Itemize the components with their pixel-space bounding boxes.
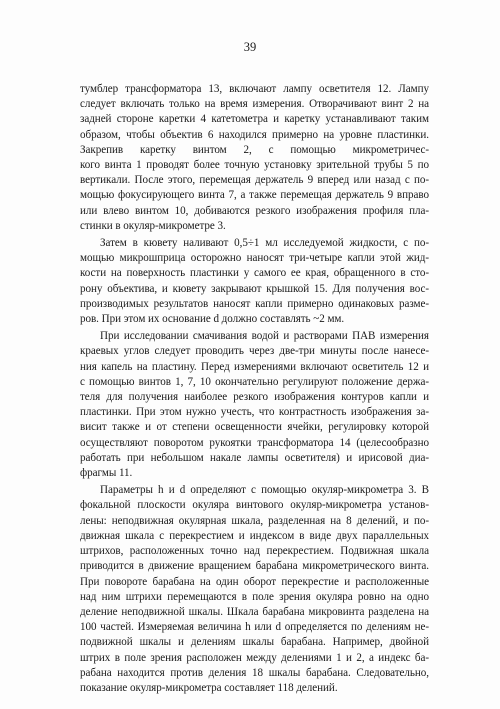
text-line: тумблер трансформатора 13, включают лампу осветителя 12. Лампу [80,83,429,95]
text-line: лены: неподвижная окулярная шкала, разделенная на 8 делений, и по- [80,514,429,527]
text-line: штрихов, расположенных точно над перекрестием. Подвижная шкала [80,545,429,558]
text-line: приводится в движение вращением барабана микрометрического винта. [80,560,429,573]
paragraph [80,82,429,234]
text-line: 100 частей. Измеряемая величина h или d определяется по делениям не- [80,621,429,634]
text-line: задней стороне каретки 4 катетометра и каретку устанавливают таким [80,113,429,126]
text-line: При исследовании смачивания водой и растворами ПАВ измерения [100,330,429,343]
text-line: работать при небольшом накале лампы осветителя) и ирисовой диа- [80,451,429,464]
text-line: осуществляют поворотом рукоятки трансформатора 14 (целесообразно [80,436,429,449]
text-line: Закрепив каретку винтом 2, с помощью микрометричес- [80,143,429,156]
text-line: ров. При этом их основание d должно составлять ~2 мм. [80,313,345,326]
text-line: фрагмы 11. [80,467,133,480]
text-line: краевых углов следует проводить через две-три минуты после нанесе- [80,345,429,358]
text-line: или влево винтом 10, добиваются резкого изображения профиля пла- [80,204,429,217]
text-line: показание окуляр-микрометра составляет 118 делений. [80,681,338,694]
text-line: подвижной шкалы и делениям шкалы барабана. Например, двойной [80,636,429,649]
text-line: кости на поверхность пластинки у самого ее края, обращенного в сто- [80,267,429,280]
text-line: движная шкала с перекрестием и индексом в виде двух параллельных [80,529,429,542]
text-line: образом, чтобы объектив 6 находился примерно на уровне пластинки. [80,128,429,141]
text-line: висит также и от степени освещенности ячейки, регулировку которой [80,421,429,434]
text-line: рабана находится против деления 18 шкалы барабана. Следовательно, [80,666,429,679]
text-line: штрих в поле зрения расположен между делениями 1 и 2, а индекс ба- [80,651,429,664]
text-line: фокальной плоскости окуляра винтового окуляр-микрометра установ- [80,499,429,512]
text-line: мощью фокусирующего винта 7, а также перемещая держатель 9 вправо [80,189,429,202]
text-line: мощью микрошприца осторожно наносят три-четыре капли этой жид- [80,252,429,265]
page-number: 39 [243,40,257,54]
text-line: Затем в кювету наливают 0,5÷1 мл исследуемой жидкости, с по- [100,237,429,250]
text-line: Параметры h и d определяют с помощью окуляр-микрометра 3. В [100,484,429,497]
text-line: пластинки. При этом нужно учесть, что контрастность изображения за- [80,406,429,419]
paragraph [80,483,429,696]
text-line: стинки в окуляр-микрометре 3. [80,219,226,232]
text-line: вертикали. После этого, перемещая держатель 9 вперед или назад с по- [80,174,429,187]
text-line: ния капель на пластину. Перед измерениями включают осветитель 12 и [80,360,429,373]
text-line: производимых результатов наносят капли примерно одинаковых разме- [80,297,429,310]
body-text [80,82,429,696]
paragraph [80,236,429,327]
text-line: деление неподвижной шкалы. Шкала барабана микровинта разделена на [80,605,429,618]
text-line: теля для получения наиболее резкого изображения контуров капли и [80,391,429,404]
text-line: При повороте барабана на один оборот перекрестие и расположенные [80,575,429,588]
text-line: следует включать только на время измерения. Отворачивают винт 2 на [80,98,429,111]
text-line: над ним штрихи перемещаются в поле зрения окуляра ровно на одно [80,590,429,603]
paragraph [80,329,429,481]
text-line: с помощью винтов 1, 7, 10 окончательно регулируют положение держа- [80,375,429,388]
text-line: кого винта 1 проводят более точную установку зрительной трубы 5 по [80,159,429,172]
text-line: рону объектива, и кювету закрывают крышкой 15. Для получения вос- [80,282,429,295]
